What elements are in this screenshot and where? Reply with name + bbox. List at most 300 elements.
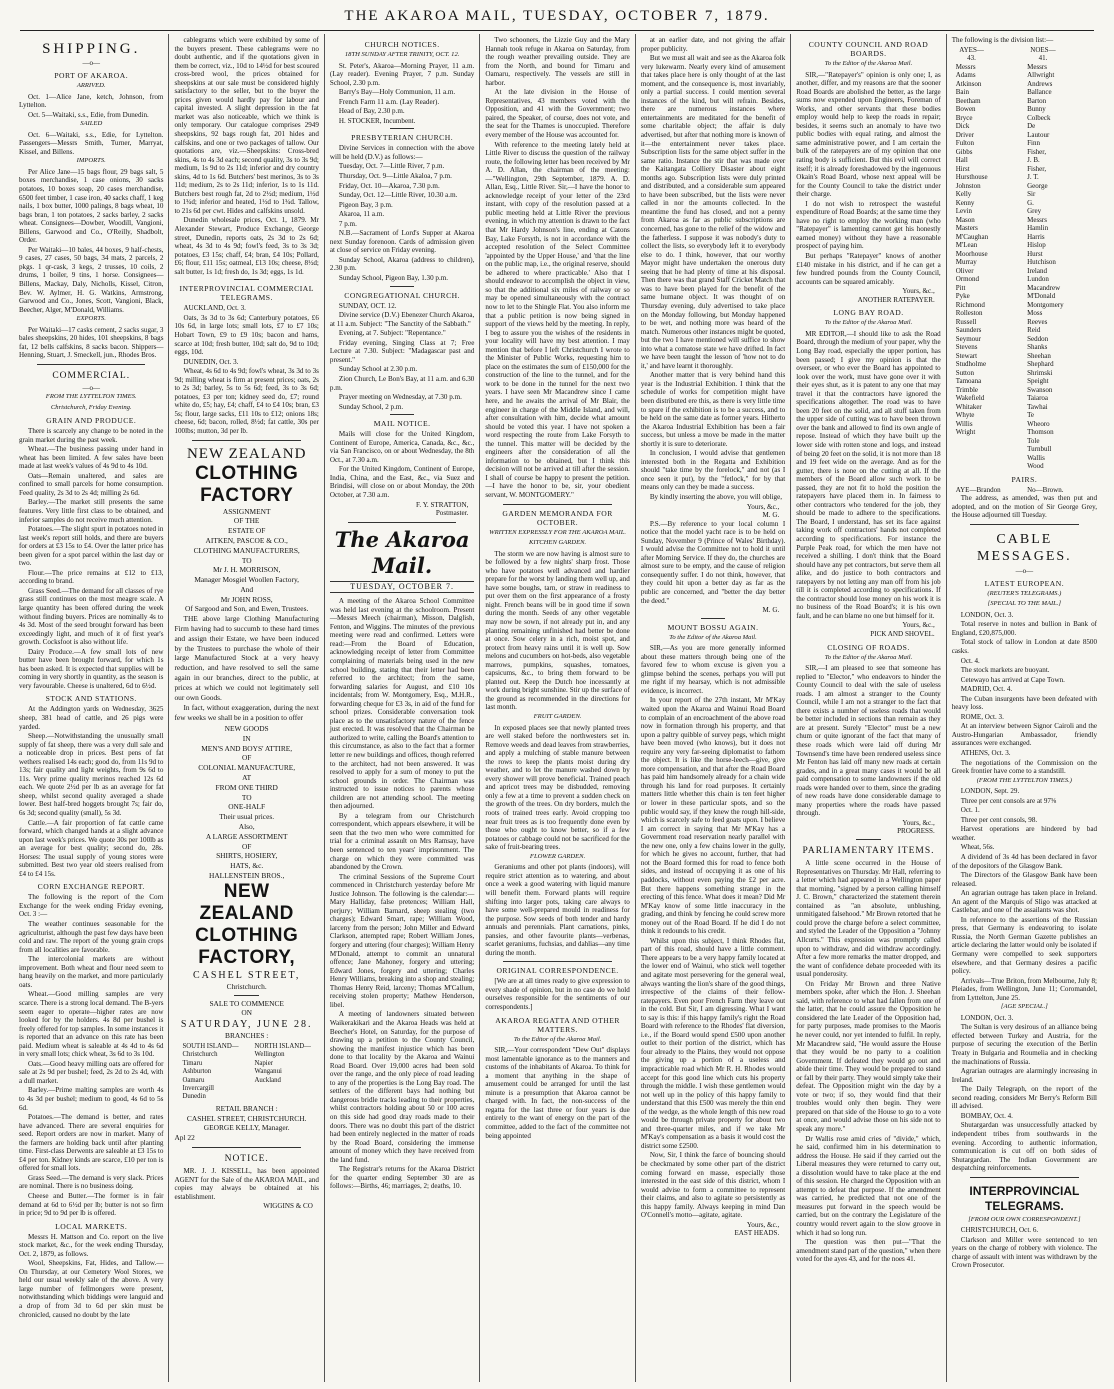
paragraph: LONDON, Oct. 3. — [960, 1013, 1014, 1022]
list-item: IN — [242, 733, 251, 743]
paragraph: Two schooners, the Lizzie Guy and the Mary Hannah took refuge in Akaroa on Saturday, from the rough weather prevailing outside. They are from the North, and bound for Timaru and Oamaru, respectively. The vessels are still in harbor. — [485, 36, 630, 87]
ad-sale-date: SATURDAY, JUNE 28. — [180, 1019, 313, 1031]
list-item: Fisher, J. B. — [1027, 147, 1047, 165]
paragraph: Head of Bay, 2.30 p.m. — [338, 107, 405, 116]
list-item: Hislop — [1027, 241, 1046, 250]
list-item: M'Donald — [1027, 292, 1056, 301]
paragraph: The address, as amended, was then put and adopted, and on the motion of Sir George Grey, the House adjourned till Tuesday. — [951, 494, 1098, 520]
list-item: SHIRTS, HOSIERY, — [216, 851, 278, 861]
stock-paragraphs — [19, 705, 163, 878]
ad-city: Christchurch. — [226, 981, 267, 991]
list-item: AT — [242, 773, 252, 783]
paragraph: At the late division in the House of Representatives, 43 members voted with the Opposition, and 41 with the Government; two paired, the Speaker, of course, does not vote, and the seat for the Thames is unoccupied. Therefore every member of the House was accounted for. — [485, 88, 630, 140]
list-item: De Lautour — [1027, 122, 1050, 139]
paragraph: With reference to the meeting lately held at Little River to discuss the question of the railway route, the following letter has been received by Mr A. D. Allan, the chairman of the meeting:—"Wellington, 29th September, 1879. A. D. Allan, Esq., Little River. Sir,—I have the honor to acknowledge receipt of your letter of the 23rd instant, with copy of the resolution passed at a public meeting held at Little River the previous evening, in which my attention is drawn to the fact that Mr Hardy Johnson's line, ending at Catons Bay, Lake Forsyth, is not in accordance with the accepted resolution of the Select Committee 'appointed by the Upper House,' and 'that the line on the public map, i.e., the original reserve, should be adhered to where practicable.' Also that I should endeavor to accomplish the object in view, so that the additional six miles of railway or so may be opened simultaneously with the contract now to let to the Shingle Flat. You also inform me that a public petition is now being signed in support of the views held by the meeting. In reply, I beg to assure you the wishes of the residents in your locality will have my best attention. I may mention that before I left Christchurch I wrote to the Minister of Public Works, requesting him to place on the estimates the sum of £150,000 for the construction of the line to the tunnel, and for the work to be done in the tunnel for the next two years. I have seen Mr Macandrew since I came here, and he awaits the arrival of Mr Blair, the engineer in charge of the Middle Island, and will, after consultation with him, decide what amount should be voted this year. I have not spoken a word respecting the route from Lake Forsyth to the tunnel. This matter will be decided by the engineers after the consideration of all the information to be obtained, but I think this decision will not be arrived at till after the session. I shall of course be happy to present the petition.—I have the honor to be, sir, your obedient servant, W. MONTGOMERY." — [485, 140, 630, 499]
source-line: (FROM THE LYTTELTON TIMES.) — [976, 776, 1072, 784]
list-item: Dick — [955, 122, 970, 131]
clothing-factory-ad — [174, 445, 318, 1144]
divider — [192, 1147, 300, 1148]
paragraph: Three per cent consols are at 97⅝ — [960, 796, 1057, 805]
list-item: FROM ONE THIRD — [215, 782, 278, 792]
local-paragraphs — [19, 1233, 163, 1319]
list-item: Ashburton — [182, 1068, 212, 1076]
list-item: Speight — [1027, 377, 1049, 386]
list-item: Finn — [1027, 139, 1040, 148]
ad-body: THE above large Clothing Manufacturing Firm having had to succumb to these hard times and assign their Estate, we have been induced by the Trustees to purchase the whole of their large Manufactured Stock at a very heavy reduction, and have resolved to sell the same again in our branches, direct to the public, at prices at which we could not legitimately sell our own Goods. — [174, 614, 319, 702]
to-editor: To the Editor of the Akaroa Mail. — [669, 633, 757, 641]
list-item: ESTATE OF — [227, 526, 266, 536]
list-item: Studholme — [955, 360, 987, 369]
paragraph: In reference to the assertions of the Russian press, that Germany is endeavoring to isolate Russia, the North German Gazette publishes an article declaring the latter would only be isolated if Germany were compelled to seek supporters elsewhere, and that Germany desires a pacific policy. — [951, 915, 1098, 976]
list-item: Pitt — [955, 283, 966, 292]
church-subheading: 18TH SUNDAY AFTER TRINITY, OCT. 12. — [344, 51, 460, 58]
pairs-list — [952, 486, 1097, 495]
ad-title-factory: CLOTHING FACTORY — [195, 462, 299, 506]
list-item: And — [240, 584, 254, 594]
paragraph: Wheat, 4s 6d to 4s 9d; fowl's wheat, 3s 3d to 3s 9d; milling wheat is firm at present prices; oats, 2s to 2s 3d; barley, 5s to 5s 6d; feed, 3s to 3s 6d; potatoes, £3 per ton; kidney seed do, £7; round white do, £5; hay, £4; chaff, £4 to £4 10s; bran, £3 5s; flour, large sacks, £11 10s to £12; onions 18s; cheese, 6d; bacon, rolled, 8½d; fat cattle, 30s per 100lbs; mutton, 3d per lb. — [174, 367, 319, 435]
list-item: ASSIGNMENT — [222, 506, 271, 516]
regatta-to-editor: To the Editor of the Akaroa Mail. — [513, 1035, 602, 1043]
list-item: Ormond — [955, 275, 980, 284]
list-item: NEW GOODS — [224, 724, 269, 734]
paragraph: Another matter that is very behind hand this year is the Industrial Exhibition. I think that the schedule of works for competition might have been distributed ere this, as there is very little time to spare if the exhibition is to be a success, and to be held on the same date as former years. Hitherto the Akaroa Industrial Exhibition has been a fair success, but unless a move be made in the matter shortly it is sure to deteriorate. — [640, 371, 786, 448]
list-item: Moss — [1027, 309, 1043, 318]
list-item: Taiaroa — [1027, 394, 1049, 403]
list-item: Pyke — [955, 292, 970, 301]
paragraph: Wheat, 56s. — [960, 843, 995, 852]
paragraph: Per Waitaki—10 bales, 44 boxes, 9 half-chests, 9 cases, 27 cases, 50 bags, 34 mats, 2 parcels, 2 pkgs. 1 qr-cask, 3 kegs, 2 trusses, 10 coils, 2 drums, 1 boiler, 9 tins, 1 horse. Consignees—Billens, Mackay, Daly, Nicholls, Kissel, Citron, Bev. W. Aylmer, H. G. Watkins, Armstrong, Garwood and Co., Jones, Scott, Vangioni, Black, Beecher, Alger, M'Donald, Williams. — [19, 245, 164, 314]
signature-name: PROGRESS. — [897, 827, 935, 836]
divider — [701, 618, 725, 619]
list-item: Bowen — [955, 105, 976, 114]
paragraph: Dunedin wholesale prices, Oct. 1, 1879. Mr Alexander Stewart, Produce Exchange, George street, Dunedin, reports oats, 2s 3d to 2s 6d; wheat, 4s 3d to 4s 9d; fowl's feed, 3s to 3s 3d; potatoes, £3 15s; chaff, £4; bran, £4 10s; Pollard, £6; flour, £11 15s; oatmeal, £13 10s; cheese, 8½d; salt butter, 1s 1d; fresh do, 1s 3d; eggs, 1s 1d. — [174, 216, 319, 276]
paragraph: Wheat.—The business passing under hand in wheat has been limited. A few sales have been made at last week's values of 4s 9d to 4s 10d. — [19, 445, 164, 471]
paragraph: At an interview between Signor Cairoli and the Austro-Hungarian Ambassador, friendly assurances were exchanged. — [951, 722, 1098, 748]
grain-heading: GRAIN AND PRODUCE. — [46, 416, 137, 426]
closing-roads-heading: CLOSING OF ROADS. — [827, 642, 910, 652]
list-item: CLOTHING MANUFACTURERS, — [193, 545, 300, 555]
list-item: Rolleston — [955, 309, 983, 318]
paragraph: Oats, 3s 3d to 3s 6d; Canterbury potatoes, £6 10s 6d, in large lots; small lots, £7 to £7 10s; Hobart Town, £9 to £9 10s; bacon and hams, scarce at 10d; fresh butter, 10d; salt do, 9d to 10d; eggs, 10d. — [174, 313, 319, 357]
paragraph: Friday, Oct. 10—Akaroa, 7.30 p.m. — [338, 181, 440, 190]
congregational-heading: CONGREGATIONAL CHURCH. — [344, 290, 461, 300]
notice-body: MR. J. J. KISSELL, has been appointed AGENT for the Sale of the AKAROA MAIL, and copies may always be obtained at his establishment. — [174, 1167, 319, 1201]
cable-paragraphs — [952, 611, 1097, 776]
list-item: Timaru — [182, 1059, 203, 1067]
paragraph: Potatoes.—The slight spurt in potatoes noted in last week's report still holds, and there are buyers for orders at £3 15s to £4. Over the latter price has been given for a spot parcel within the last day or two. — [19, 525, 164, 568]
own-correspondent-line: [FROM OUR OWN CORRESPONDENT.] — [968, 1215, 1081, 1223]
list-item: Reid — [1027, 326, 1041, 335]
ornament: —o— — [82, 59, 100, 67]
paragraph: LONDON, Oct. 3. — [960, 610, 1014, 619]
presbyterian-paragraphs — [330, 144, 474, 282]
list-item: Kelly — [955, 190, 972, 199]
paragraph: Sunday, Oct. 12—Little River, 10.30 a.m. — [338, 191, 458, 200]
list-item: Levin — [955, 207, 973, 216]
list-item: Oamaru — [182, 1076, 205, 1084]
mount-bossu-heading: MOUNT BOSSU AGAIN. — [667, 622, 759, 632]
garden-heading: GARDEN MEMORANDA FOR OCTOBER. — [502, 508, 613, 527]
list-item: Gibbs — [955, 147, 973, 156]
news-paragraphs — [485, 36, 629, 500]
corn-paragraphs — [19, 893, 163, 1217]
paragraph: The Registrar's returns for the Akaroa District for the quarter ending September 30 are as follows:—Births, 46; marriages, 2; deaths, 10. — [329, 1165, 475, 1191]
noes-column — [1027, 46, 1093, 471]
to-editor: To the Editor of the Akaroa Mail. — [824, 653, 913, 661]
list-item: Mr J. H. MORRISON, — [213, 565, 281, 575]
kitchen-garden-heading: KITCHEN GARDEN. — [529, 539, 587, 547]
list-item: Whyte — [955, 411, 975, 420]
masthead: THE AKAROA MAIL, TUESDAY, OCTOBER 7, 1879. — [20, 8, 1094, 31]
paragraph: Sunday School, Akaroa (address to children), 2.30 p.m. — [329, 255, 475, 273]
signature: Yours, &c., — [902, 287, 935, 296]
list-item: Atkinson — [955, 79, 982, 88]
list-item: Oliver — [955, 266, 974, 275]
retail-branch-label: RETAIL BRANCH : — [215, 1103, 278, 1113]
paragraph: The Directors of the Glasgow Bank have been released. — [951, 871, 1098, 888]
paragraph: SIR,—As you are more generally informed about these matters through being one of the favored few to whom excuse is given you a glimpse behind the scenes, perhaps you will put me right if my hearsay, which is not admissible evidence, is incorrect. — [640, 644, 786, 695]
divider — [390, 128, 414, 129]
paragraph: The weather continues seasonable for the agriculturist, although the past few days have been cold and raw. The report of the young grain crops from all localities are favorable. — [19, 920, 164, 954]
ornament: —o— — [1015, 566, 1034, 575]
latest-european-heading: LATEST EUROPEAN. — [984, 578, 1065, 588]
list-item: AITKEN, PASCOE & CO., — [205, 535, 288, 545]
paragraph: Grass Seed.—The demand is very slack. Prices are nominal. There is no business doing. — [19, 1173, 164, 1191]
list-item: Driver — [955, 130, 974, 139]
notice-signature: WIGGINS & CO — [263, 1202, 313, 1211]
column-1 — [14, 34, 169, 1382]
paragraph: The Cuban insurgents have been defeated with heavy loss. — [951, 694, 1098, 712]
notice-heading: NOTICE. — [224, 1154, 269, 1165]
paragraph: Thursday, Oct. 9—Little Akaloa, 7 p.m. — [338, 172, 452, 181]
list-item: OF — [241, 753, 252, 763]
paragraph: In conclusion, I would advise that gentlemen interested both in the Regatta and Exhibition should "take time by the forelock," and not (as I once seen it put), by the "fetlock," for by that means only can they be made a success. — [640, 449, 786, 492]
to-editor: To the Editor of the Akaroa Mail. — [824, 60, 913, 67]
list-item: Turnbull — [1027, 445, 1052, 454]
paragraph: Potatoes.—The demand is better, and rates have advanced. There are several enquiries for seed. Report orders are now in market. Many of the farmers are holding back until after planting time. First-class Derwents are saleable at £3 15s to £4 per ton. Kidney kinds are scarce, £10 per ton is offered for small lots. — [19, 1113, 164, 1173]
stock-heading: STOCK AND STATIONS. — [45, 694, 137, 704]
paragraph: cablegrams which were exhibited by some of the buyers present. These cablegrams were no doubt authentic, and if the quotations given in them be correct, viz., 10d to 14½d for best scoured cross-bred wool, the prices obtained for sheepskins at our sale must be considered highly satisfactory to the seller, but to the buyer the prices given would hardly pay for labour and capital invested. A slight depression in the fat market was also noticeable, which we think is only temporary. Our catalogue comprises 2949 sheepskins, 92 bags rough fat, 201 hides and calfskins, and one or two packages of tallow. Our quotations are, viz.—Sheepskins: Cross-bred skins, 4s to 4s 3d each; second quality, 3s to 3s 9d; medium, 1s 9d to 2s 11d; inferior and dry country skins, 4d to 1s 6d. Butchers' best merinos, 3s to 3s 11d; medium, 2s to 2s 11d; inferior, 1s to 1s 11d. Butchers best rough fat, 2d to 2½d; medium, 1½d to 1¾d; inferior and heated, 1½d to 1¾d. Tallow, to 21s 6d per cwt. Hides and calfskins unsold. — [174, 36, 319, 215]
branches-list — [182, 1043, 310, 1102]
list-item: Fulton — [955, 139, 975, 148]
paragraph: ATHENS, Oct. 3. — [960, 748, 1011, 757]
list-item: Stevens — [955, 343, 978, 352]
paragraph: A meeting of landowners situated between Waikerakikari and the Akaroa Heads was held at Beecher's Hotel, on Saturday, for the purpose of drawing up a petition to the County Council, showing the manifest injustice which has been done to that locality by the Akaroa and Wainui Road Board. Over 19,000 acres had been sold over the range, and the only piece of road leading to any of the properties is the Long Bay road. The settlers of the different bays had nothing but dangerous bridle tracks leading to their properties, whilst contractors holding about 50 or 100 acres on this side had good dray roads made to their doors. There was no doubt this part of the district had been entirely neglected in the matter of roads by the Road Board, considering the immense amount of money which they have received from the land fund. — [329, 1010, 475, 1164]
list-item: Wright — [955, 428, 976, 437]
signature: Yours, &c., — [746, 1220, 780, 1229]
shipping-heading: SHIPPING. — [42, 41, 141, 57]
list-item: TO — [241, 792, 252, 802]
north-island-title: NORTH ISLAND— — [254, 1042, 311, 1050]
column-4 — [480, 34, 635, 1382]
list-item: M'Caughan — [955, 232, 989, 241]
paragraph: Zion Church, Le Bon's Bay, at 11 a.m. and 6.30 p.m. — [329, 374, 475, 392]
paragraph: Tuesday, Oct. 7—Little River, 7 p.m. — [338, 162, 445, 171]
paragraph: Dairy Produce.—A few small lots of new butter have been brought forward, for which 1s has been asked. It is expected that supplies will be coming in very shortly in quantity, as the season is very favourable. Cheese is unaltered, 6d to 6½d. — [19, 647, 164, 690]
list-item: OF — [241, 841, 252, 851]
ad-lines — [174, 507, 318, 615]
paragraph: For the United Kingdom, Continent of Europe, India, China, and the East, &c., via Suez and Brindisi, will close on or about Monday, the 20th October, at 7.30 a.m. — [329, 465, 475, 499]
grain-paragraphs — [19, 427, 163, 690]
list-item: Russell — [955, 317, 977, 326]
paper-nameplate: The Akaroa Mail. — [334, 526, 470, 578]
paragraph: Oct. 1. — [960, 806, 980, 815]
divider — [348, 522, 456, 523]
paragraph: Sunday School at 2.30 p.m. — [338, 365, 418, 374]
paragraph: Barley.—The market still presents the same features. Very little first class to be obtained, and inferior samples do not receive much attention. — [19, 498, 164, 524]
imports-label: IMPORTS. — [76, 157, 106, 165]
church-notices-heading: CHURCH NOTICES. — [364, 40, 440, 49]
paragraph: Harvest operations are hindered by bad weather. — [951, 825, 1098, 842]
paragraph: An agrarian outrage has taken place in Ireland. An agent of the Marquis of Sligo was attacked at Castlebar, and one of the assailants was shot. — [951, 889, 1098, 915]
list-item: Harris — [1027, 232, 1045, 241]
church-paragraphs — [330, 62, 474, 126]
list-item: Sutton — [955, 368, 975, 377]
paragraph: Prayer meeting on Wednesday, at 7.30 p.m. — [338, 393, 462, 402]
paragraph: By kindly inserting the above, you will oblige, — [649, 492, 783, 501]
divider — [970, 524, 1079, 525]
manager-name: GEORGE KELLY, Manager. — [203, 1123, 290, 1133]
paragraph: MADRID, Oct. 4. — [960, 685, 1013, 694]
list-item: Tole — [1027, 436, 1040, 445]
paragraph: Oats.—Good heavy milling oats are offered for sale at 2s 9d per bushel; feed, 2s 2d to 2s 4d, with a dull market. — [19, 1059, 164, 1085]
source-line: FROM THE LYTTELTON TIMES. — [45, 392, 137, 400]
fruit-garden-heading: FRUIT GARDEN. — [533, 713, 582, 721]
list-item: Andrews — [1027, 79, 1053, 88]
list-item: Saunders — [955, 326, 982, 335]
correspondence-heading: ORIGINAL CORRESPONDENCE. — [496, 966, 619, 976]
signature-initials: M. G. — [762, 606, 780, 615]
paragraph: The question was then put—"That the amendment stand part of the question," when there voted for the ayes 43, and for the noes 41. — [796, 1238, 941, 1264]
paragraph: Whilst upon this subject, I think Rhodes flat, part of this road, should have a little comment. There appears to be a very happy family located at the lower end of Wainui, who stick well together and agitate most persevering for the general weal, always wanting the lion's share of the good things, irrespective of the claims of their fellow-ratepayers. Even poor French Farm they leave out in the cold. But Sir, I am digressing. What I want to say is this: if this happy family's right the Road Board with reference to the Rhodes' flat diversion, i.e., if the Board would spend £500 upon another outlet to their portion of the district, which has four already to the Plains, they would not oppose the giving up a portion of a useless and impracticable road which Mr R. H. Rhodes would accept for this good line which cuts his property through the middle. I wish these gentlemen would not well up in the policy of this happy family to understand that this £500 was merely the thin end of the wedge, as the whole length of this new road would be through private property for about two and three-quarter miles, and if we take Mr M'Kay's compensation as a basis it would cost the district some £2500. — [640, 936, 786, 1150]
paragraph: But perhaps "Ratepayer" knows of another £140 mistake in his district, and if he can get a few hundred pounds from the County Council, accounts can be squared amicably. — [796, 252, 941, 286]
local-markets-heading: LOCAL MARKETS. — [55, 1221, 128, 1231]
south-island-branches — [182, 1043, 238, 1102]
ayes-names — [956, 63, 988, 437]
list-item: Mr JOHN ROSS, — [220, 594, 273, 604]
signature: Yours, &c., — [902, 621, 935, 630]
north-island-items — [254, 1051, 310, 1085]
list-item: OF THE — [233, 516, 260, 526]
parliamentary-heading: PARLIAMENTARY ITEMS. — [802, 846, 935, 857]
divider — [37, 364, 145, 365]
list-item: Wood — [1027, 462, 1044, 471]
list-item: Invercargill — [182, 1085, 215, 1093]
ad-street: CASHEL STREET, — [192, 969, 301, 981]
list-item: Wakefield — [955, 394, 985, 403]
paragraph: But we must all wait and see as the Akaroa folk very lukewarm. Nearly every kind of amusement that takes place here is only thought of at the last moment, and the consequence is, most invariably, only a partial success. I could mention several instances of the kind, but will refrain. Besides, there are numerous instances where entertainments are meditated for the benefit of some charitable object; the affair is duly advertised, but after that nothing more is known of it—the entertainment never takes place. Subscription lists for the same object suffer in the same ratio. Instance the stir that was made over the Kaitangata Colliery Disaster about eight months ago. Subscription lists were duly printed and distributed, and a considerable sum appeared to have been subscribed, but the lists were never called in nor the amounts collected. In the meantime the fund has closed, and not a penny from Akaroa as far as public subscriptions are concerned, has gone to the relief of the widow and the fatherless. I suppose it was nobody's duty to collect the lists, so everybody left it to everybody else to do. I think, however, that our worthy Mayor might have undertaken the onerous duty seeing that he had plenty of time at his disposal. Then there was that grand Staff Cricket Match that was to have been played for the benefit of the same humane object. It was thought of on Thursday evening, duly advertised to take place on the Monday following, but Monday happened to be wet, and nothing more was heard of the match. Numerous other instances might be quoted, but the two I have mentioned will suffice to show into what a comatose state we have drifted. In fact we have been taught the lesson of 'how not to do it,' and have learnt it thoroughly. — [640, 54, 786, 370]
editorial-date: TUESDAY, OCTOBER 7. — [330, 581, 474, 594]
list-item: Mason — [955, 215, 975, 224]
paragraph: Arrivals—True Briton, from Melbourne, July 8; Pleiades, from Wellington, June 11; Coromandel, from Lyttelton, June 25. — [951, 976, 1098, 1002]
paragraph: Wool, Sheepskins, Fat, Hides, and Tallow.—On Thursday, at our Cemetery Wool Stores, we held our usual weekly sale of the above. A very large number of fellmongers were present, notwithstanding which biddings were languid and a drop of from 3d to 6d per skin must be chronicled, caused no doubt by the late — [19, 1259, 164, 1319]
list-item: Te Wheoro — [1027, 411, 1050, 428]
commercial-heading: COMMERCIAL. — [52, 370, 131, 381]
list-item: Hirst — [955, 164, 970, 173]
list-item: Willis — [955, 419, 973, 428]
mail-paragraphs — [330, 430, 474, 499]
list-item: MEN'S AND BOYS' ATTIRE, — [201, 743, 293, 753]
divider — [970, 1177, 1079, 1178]
ad-date-code: Apl 22 — [174, 1133, 195, 1143]
cable-paragraphs-3 — [952, 1014, 1097, 1173]
paragraph: SIR,—Your correspondent "Dew Out" displays most lamentable ignorance as to the manners and customs of the inhabitants of Akaroa. To think for a moment that anything in the shape of amusement could be arranged for until the last minute is a presumption that Akaroa cannot be charged with. In fact, the non-success of the regatta for the last three or four years is due entirely to the want of energy on the part of the committee, added to the fact of the committee not being appointed — [485, 1046, 630, 1140]
paragraph: The Daily Telegraph, on the report of the second reading, considers Mr Berry's Reform Bill ill advised. — [951, 1085, 1098, 1111]
ad-branches-label: BRANCHES : — [225, 1031, 269, 1041]
parliamentary-paragraphs — [796, 859, 940, 1264]
paragraph: N.B.—Sacrament of Lord's Supper at Akaroa next Sunday forenoon. Cards of admission given at close of service on Friday evening. — [329, 229, 475, 255]
south-island-items — [182, 1051, 238, 1101]
list-item: HALLENSTEIN BROS., — [209, 871, 285, 880]
corn-heading: CORN EXCHANGE REPORT. — [37, 882, 145, 892]
paragraph: Grass Seed.—The demand for all classes of rye grass still continues on the most meagre scale. A large quantity has been offered during the week without finding buyers. Prices are nominally 4s to 4s 3d. Most of the seed brought forward has been exceedingly light, and much of it of first year's growth. Cocksfoot is also without life. — [19, 586, 164, 647]
paragraph: Barley.—Prime malting samples are worth 4s to 4s 3d per bushel; medium to good, 4s 6d to 5s 6d. — [19, 1086, 164, 1112]
paragraph: Oct. 1—Alice Jane, ketch, Johnson, from Lyttelton. — [19, 92, 164, 110]
paragraph: at an earlier date, and not giving the affair proper publicity. — [640, 36, 786, 53]
special-line: [SPECIAL TO THE MAIL.] — [987, 600, 1062, 608]
paragraph: St. Peter's, Akaroa—Morning Prayer, 11 a.m. (Lay reader). Evening Prayer, 7 p.m. Sunday School, 2.30 p.m. — [329, 61, 475, 87]
list-item: Auckland — [254, 1076, 281, 1084]
list-item: Their usual prices. — [219, 812, 275, 822]
presbyterian-heading: PRESBYTERIAN CHURCH. — [351, 133, 454, 143]
age-special-line: [AGE SPECIAL.] — [1000, 1003, 1048, 1011]
paragraph: The stock markets are buoyant. — [960, 666, 1050, 675]
ayes-column — [956, 46, 1022, 471]
list-item: Hall — [955, 156, 968, 165]
list-item: Montgomery — [1027, 300, 1064, 309]
paragraph: CHRISTCHURCH, Oct. 6. — [960, 1226, 1039, 1235]
list-item: Masters — [955, 224, 978, 233]
list-item: TO — [241, 555, 252, 565]
list-item: Johnston — [955, 181, 981, 190]
list-item: HATS, &c. — [230, 861, 264, 871]
sailed-label: SAILED — [80, 120, 103, 128]
paragraph: The criminal Sessions of the Supreme Court commenced in Christchurch yesterday before Mr Justice Johnson. The following is the calendar:—Mary Halliday, false pretences; William Hall, perjury; William Barnard, sheep stealing (two charges); Edward Smart, rape; William Wood, larceny from the person; John Miller and Edward Clarkson, attempted rape; Robert William Jones, forgery and uttering (four charges); William Henry M'Donald, attempt to commit an unnatural offence; Jane Mahoney, forgery and uttering; Edward Jones, forgery and uttering; Charles Henry Williams, breaking into a shop and stealing; Thomas Henry Reid, larceny; Thomas M'Callum, receiving stolen property; Mathew Henderson, libel. — [329, 872, 475, 1009]
divider — [234, 279, 258, 280]
list-item: ONE-HALF — [228, 802, 266, 812]
list-item: Dunedin — [182, 1093, 206, 1101]
mail-notice-heading: MAIL NOTICE. — [373, 419, 431, 429]
list-item: Tawhai — [1027, 402, 1048, 411]
list-item: M'Lean — [955, 241, 978, 250]
paragraph: ROME, Oct. 3. — [960, 712, 1004, 721]
pairs-aye: AYE—Brandon — [955, 485, 1001, 494]
paragraph: Flour.—The price remains at £12 to £13, according to brand. — [19, 568, 164, 586]
bossu-paragraphs — [641, 644, 785, 1220]
divider — [503, 504, 611, 505]
paragraph: By a telegram from our Christchurch correspondent, which appears elsewhere, it will be seen that the two men who were committed for trial for a criminal assault on Mrs Ramsay, have been sentenced to ten years' imprisonment. The charge on which they were committed was abandoned by the Crown. — [329, 811, 475, 872]
paragraph: In exposed places see that newly planted trees are well staked before the northwesters set in. Remove weeds and dead leaves from strawberries, and apply a mulching of stable manure between the rows to keep the plants moist during dry weather, and to let the manure washed down by every shower will prove beneficial. Trained peach and apricot trees may be disbudded, removing only a few at a time to prevent a sudden check on the growth of the trees. On dry borders, mulch the roots of trained trees early. Avoid cropping too near fruit trees as is too frequently done even by those who ought to know better, so if a few potatoes or cabbage could not be sacrificed for the sake of fruit-bearing trees. — [485, 723, 630, 852]
list-item: Wanganui — [254, 1068, 282, 1076]
paragraph: AUCKLAND, Oct. 3. — [183, 304, 246, 313]
cable-paragraphs-2 — [952, 787, 1097, 1002]
paragraph: DUNEDIN, Oct. 3. — [183, 357, 239, 366]
columns — [14, 34, 1102, 1382]
ad-title-factory-2: CLOTHING FACTORY, — [195, 924, 299, 968]
port-heading: PORT OF AKAROA. — [54, 71, 129, 80]
paragraph: MR EDITOR,—I should like to ask the Road Board, through the medium of your paper, why the Long Bay road, especially the upper portion, has been passed; I give my opinion is that the overseer, or who ever the Board has appointed to look over the work, must have gone over it with their eyes shut, as it is patent to any one that may travel it that the contractors have ignored the specifications altogether. The road was to have been 20 feet on the solid, and all stuff taken from the upper side of cutting was to have been thrown over the bank and allowed to find its own angle of repose. Instead of which they have built up the lower side with rotten stone and logs, and instead of being 20 feet on the solid, it is not more than 18 and 19 feet wide on the average. And as for the gutter, there is none on the cutting at all. If the members of the Board allow such work to be passed, they are not fit to hold the position the ratepayers have placed them in. In fairness to other contractors who tendered for the job, they should be made to adhere to the specifications. The Board, I understand, has set its face against taking work off contractors' hands not completed according to specifications. For instance the Purple Peak road, for which the men have not received a shilling. I don't think that the Board should have any pet contractors, but serve them all alike, and do justice to both contractors and ratepayers by not letting any man off from his job till it is completed according to specifications. If the contractor should lose money on his work it is no business of the Road Board's; it is his own fault, and he can blame no one but himself for it. — [796, 329, 941, 620]
ad-title-nz: NEW ZEALAND — [186, 445, 307, 462]
divider — [234, 995, 258, 996]
paragraph: Oct. 4. — [960, 656, 980, 665]
signature-initials: M. G. — [762, 511, 780, 520]
list-item: Bain — [955, 88, 969, 97]
divider — [390, 414, 414, 415]
ad-on: ON — [241, 1008, 253, 1018]
list-item: Seddon — [1027, 334, 1049, 343]
letter-paragraphs — [641, 36, 785, 502]
divider — [856, 839, 880, 840]
paragraph: Divine Services in connection with the above will be held (D.V.) as follows:— — [329, 144, 475, 161]
long-bay-heading: LONG BAY ROAD. — [833, 308, 904, 318]
paragraph: Three per cent consols, 98. — [960, 815, 1038, 824]
wool-paragraphs — [174, 36, 318, 276]
arrived-label: ARRIVED. — [76, 82, 106, 89]
noes-names — [1027, 62, 1064, 471]
interprovincial-telegram-paragraphs — [952, 1226, 1097, 1270]
paragraph: Divine service (D.V.) Ebenezer Church Akaroa, at 11 a.m. Subject: "The Sanctity of the Sabbath." — [329, 311, 475, 328]
ad-title-nz-2: NEW ZEALAND — [199, 880, 294, 924]
list-item: Moorhouse — [955, 249, 988, 258]
ornament: —o— — [82, 383, 100, 392]
ayes-title: AYES—43. — [959, 45, 984, 63]
paragraph: Akaroa, 11 a.m. — [338, 210, 385, 219]
mail-signature: F. Y. STRATTON, — [416, 500, 469, 509]
list-item: Shanks — [1027, 343, 1048, 352]
paragraph: Evening, at 7. Subject: "Repentance." — [338, 329, 446, 338]
paragraph: Geraniums and other pot plants (indoors), will require strict attention as to watering, and about once a week a good watering with liquid manure will benefit them. Forward plants will require shifting into larger pots, taking care always to have some well-prepared mould in readiness for the purpose. Sow seeds of both tender and hardy annuals and perennials. Plant carnations, pinks, pansies, and other favourite plants—verbenas, scarlet geraniums, fuchsias, and dahlias—any time during the month. — [485, 863, 630, 957]
interprovincial-commercial-heading: INTERPROVINCIAL COMMERCIAL TELEGRAMS. — [179, 284, 314, 303]
postscript: P.S.—By reference to your local column I notice that the model yacht race is to be held on Sunday, November 9 (Prince of Wales' Birthday). I would advise the Committee not to hold it until after Morning Service. If they do, the churches are almost sure to be empty, and the cause of religion consequently suffer. I do not think, however, that they could hit upon a better day as far as the public are concerned, and "better the day better the deed." — [640, 519, 786, 605]
paragraph: SIR,—I am pleased to see that someone has replied to "Elector," who endeavors to hinder the County Council to deal with the sale of useless roads. I am almost a stranger to the County Council, while I am not a stranger to the fact that there exists a number of useless roads that would be better included in sections than remain as they are at present. Surely "Elector" must be a new chum or quite ignorant of the fact that many of these roads which were laid off during Mr Townsend's time have been rendered useless since Mr Fenton has laid off many new roads at certain grades, and in a great many cases it would be all paid compensation to some landowners if the old roads were handed over to them, since the grading of new roads have done considerable damage to many properties where the roads have passed through. — [796, 664, 941, 818]
list-item: Hursthouse — [955, 173, 988, 182]
paragraph: Sheep.—Notwithstanding the unusually small supply of fat sheep, there was a very dull sale and a noticeable drop in prices. Best pens of fat wethers realised 14s each; good do, from 11s 9d to 13s; fair quality and light weights, from 9s 6d to 11s. Very prime quality merinos reached 12s 6d each. We quote 2½d per lb as an average for fat sheep, whilst second quality averaged a shade lower. Best half-bred hoggets brought 7s; fair do, 6s 3d; second quality (small), 5s 3d. — [19, 732, 164, 818]
south-island-title: SOUTH ISLAND— — [182, 1042, 239, 1050]
list-item: Wallis — [1027, 453, 1045, 462]
column-2 — [169, 34, 324, 1382]
paragraph: Sunday School, 2 p.m. — [338, 402, 404, 411]
flower-garden-heading: FLOWER GARDEN. — [529, 852, 586, 860]
paragraph: H. STOCKER, Incumbent. — [338, 116, 416, 125]
paragraph: SUNDAY, OCT. 12. — [338, 301, 397, 310]
list-item: Messrs Adams — [955, 62, 976, 80]
list-item: Ireland — [1027, 266, 1047, 275]
paragraph: Cheese and Butter.—The former is in fair demand at 6d to 6½d per lb; butter is not so firm in price; 9d to 9d per lb is offered. — [19, 1191, 164, 1218]
list-item: Richmond — [955, 300, 985, 309]
paragraph: Mails will close for the United Kingdom, Continent of Europe, America, Canada, &c., &c., via San Francisco, on or about Wednesday, the 8th Oct., at 7.30 a.m. — [329, 430, 475, 464]
pairs-heading: PAIRS. — [1011, 474, 1038, 484]
division-intro: The following is the division list:— — [951, 36, 1054, 44]
list-item: Sir G. Grey — [1027, 190, 1042, 216]
mail-signature-title: Postmaster. — [435, 509, 469, 518]
list-item: Macandrew — [1027, 283, 1061, 292]
paragraph: The following is the report of the Corn Exchange for the week ending Friday evening, Oct. 3 :— — [19, 893, 164, 919]
paragraph: Sunday School, Pigeon Bay, 1.30 p.m. — [338, 274, 449, 283]
paragraph: A dividend of 3s 4d has been declared in favor of the depositors of the Glasgow Bank. — [951, 853, 1098, 870]
pairs-no: No—Brown. — [1027, 485, 1064, 494]
column-3 — [325, 34, 480, 1382]
paragraph: Oats—Remain unaltered, and sales are confined to small parcels for home consumption. Feed quality, 2s 3d to 2s 4d; milling 2s 6d. — [19, 471, 164, 497]
column-7 — [947, 34, 1102, 1382]
paragraph: Friday evening, Singing Class at 7; Free Lecture at 7.30. Subject: "Madagascar past and present." — [329, 338, 475, 364]
divider — [390, 286, 414, 287]
list-item: COLONIAL MANUFACTURE, — [198, 763, 296, 773]
paragraph: Per Waitaki—17 casks cement, 2 sacks sugar, 3 bales sheepskins, 20 hides, 101 sheepskins, 8 bags fat, 12 bells calfskins, 8 sacks bacon. Shippers—Henning, Stuart, J. Smeckell, jun., Rhodes Bros. — [19, 325, 164, 360]
list-item: Kenny — [955, 198, 975, 207]
paragraph: In your report of the 27th instant, Mr M'Kay waited upon the Akaroa and Wainui Road Board to complain of an encroachment of the above road now in formation through his property, and that upon a paltry quibble of survey pegs, which might have been moved (who knows), but it does not require any very far-seeing diplomatist to fathom the object. It is like the horse-leech—give, give more compensation, and that after the Road Board has paid him handsomely already for a chain wide through his land for road purposes. It certainly matters little whether this chain is ten feet higher or lower in these particular spots, and so the public would say, if they knew the rough hill-side, which is scarcely safe to feed goats upon. I believe I am correct in saying that Mr M'Kay has a Government road reservation nearly parallel with the new one, only a few chains lower in the gully, for which he gives no account, further, that had not the Board formed this for road to fence both sides, and instead of occupying it as one of his paddocks, without even paying the £2 per acre. But there happens something strange in the erecting of this fence. What does it mean? Did Mr M'Kay know of some little inaccuracy in the grading, and think by fencing he could screw more money out of the Road Board. If he did I do not think it redounds to his credit. — [640, 696, 786, 936]
list-item: Sheehan — [1027, 351, 1051, 360]
paragraph: Total reserve in notes and bullion in Bank of England, £20,875,000. — [951, 620, 1098, 637]
